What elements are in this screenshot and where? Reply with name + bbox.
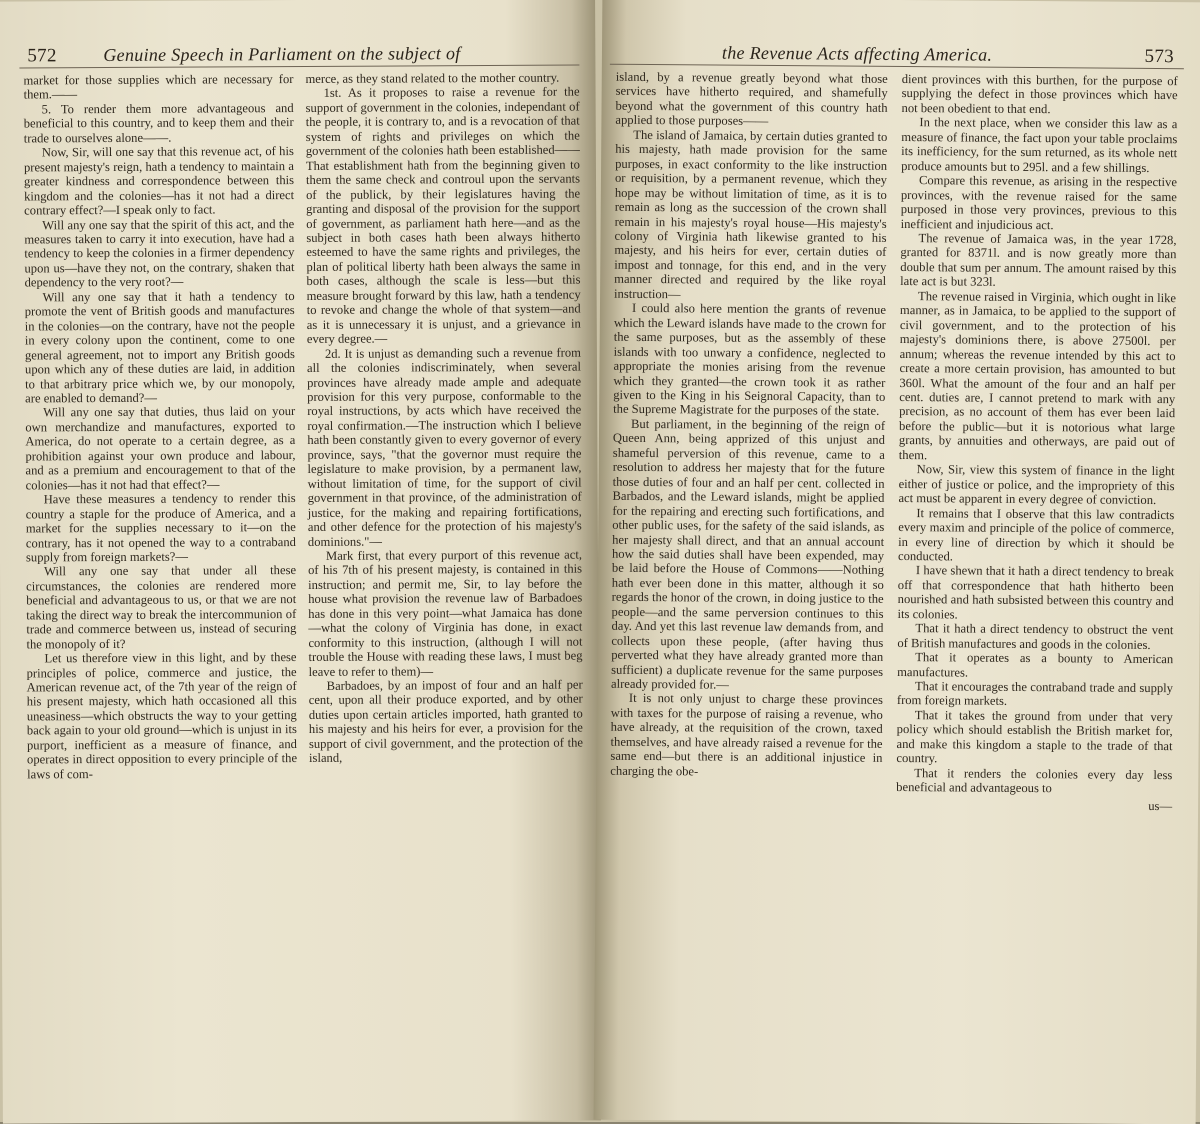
paragraph: But parliament, in the beginning of the reign of Queen Ann, being apprized of this unjust and shameful perversion of this revenue, came to a resolution to address her majesty that for the future those duties of four and an half per cent. collected in Barbados, and the Leward islands, might be applied for the repairing and erecting such fortifications, and other public uses, for the safety of the said islands, as her majesty shall direct, and that an annual account how the said duties shall have been expended, may be laid before the House of Commons——Nothing hath ever been done in this matter, although it so regards the honor of the crown, in doing justice to the people—and the same perversion continues to this day. And yet this last revenue law demands from, and collects upon these people, (after having thus perverted what they have already granted more than sufficient) a duplicate revenue for the same purposes already provided for.— — [610, 416, 886, 692]
paragraph: That it encourages the contraband trade and supply from foreign markets. — [896, 679, 1174, 709]
paragraph: 5. To render them more advantageous and beneficial to this country, and to keep them and their trade to ourselves alone——. — [23, 100, 294, 146]
left-running-title: Genuine Speech in Parliament on the subject of — [103, 43, 461, 66]
right-columns — [594, 70, 1200, 1124]
paragraph: Will any one say that it hath a tendency to promote the vent of British goods and manufactures in the colonies—on the contrary, have not the people in every colony upon the continent, come to one general agreement, not to import any British goods upon which any of these duties are laid, in addition to that arbitrary price which we, by our monopoly, are enabled to demand?— — [24, 288, 296, 406]
paragraph: Will any one say that under all these circumstances, the colonies are rendered more beneficial and advantageous to us, or that we are not taking the direct way to break the intercommunion of trade and commerce between us, instead of securing the monopoly of it? — [26, 563, 297, 652]
paragraph: The revenue of Jamaica was, in the year 1728, granted for 8371l. and is now greatly more than double that sum per annum. The amount raised by this late act is but 323l. — [900, 231, 1177, 290]
left-page-number: 572 — [27, 45, 57, 67]
paragraph: Will any one say that the spirit of this act, and the measures taken to carry it into execution, have had a tendency to keep the colonies in a firmer dependency upon us—have they not, on the contrary, shaken that dependency to the very root?— — [24, 216, 295, 290]
paragraph: dient provinces with this burthen, for the purpose of supplying the defect in those provinces which have not been obedient to that end. — [901, 72, 1178, 117]
catchword: us— — [1148, 798, 1173, 813]
paragraph: Have these measures a tendency to render this country a staple for the produce of America, and a market for the supplies necessary to it—on the contrary, has it not opened the way to a contraband supply from foreign markets?— — [25, 491, 296, 565]
paragraph: Now, Sir, view this system of finance in the light either of justice or police, and the impropriety of this act must be apparent in every degree of conviction. — [898, 462, 1175, 508]
paragraph: I have shewn that it hath a direct tendency to break off that correspondence that hath hitherto been nourished and hath subsisted between this country and its colonies. — [897, 563, 1174, 622]
paragraph: The revenue raised in Virginia, which ought in like manner, as in Jamaica, to be applied to the support of civil government, and to the protection of his majesty's dominions there, is above 27500l. per annum; whereas the revenue intended by this act to create a more certain provision, has amounted to but 360l. What the amount of the four and an half per cent. duties are, I cannot pretend to mark with any precision, as no account of them has ever been laid before the public—but it is notorious what large grants, by annuities and otherways, are paid out of them. — [898, 288, 1177, 463]
paragraph: 1st. As it proposes to raise a revenue for the support of government in the colonies, independant of the people, it is contrary to, and is a revocation of that system of rights and privileges on which the government of the colonies hath been established——That establishment hath from the beginning given to them the same check and controul upon the servants of the publick, by their legislatures having the granting and disposal of the provision for the support of government, as parliament hath here—and as the subject in both cases hath been always hitherto esteemed to have the same rights and privileges, the plan of political liberty hath been always the same in both cases, although the scale is less—but this measure brought forward by this law, hath a tendency to revoke and change the whole of that system—and as it is unnecessary it is unjust, and a grievance in every degree.— — [305, 84, 581, 347]
paragraph: Will any one say that duties, thus laid on your own merchandize and manufactures, exported to America, do not operate to a certain degree, as a prohibition against your own produce and labour, and as a premium and encouragement to that of the colonies—has it not had that effect?— — [25, 404, 296, 493]
right-column-1 — [610, 70, 888, 780]
paragraph: That it hath a direct tendency to obstruct the vent of British manufactures and goods in the colonies. — [897, 621, 1174, 652]
right-column-2 — [896, 72, 1178, 813]
paragraph: Now, Sir, will one say that this revenue act, of his present majesty's reign, hath a tendency to maintain a greater kindness and correspondence between this kingdom and the colonies—has it not had a direct contrary effect?—I speak only to fact. — [23, 144, 295, 218]
paragraph: Let us therefore view in this light, and by these principles of police, commerce and justice, the American revenue act, of the 7th year of the reign of his present majesty, which hath occasioned all this uneasiness—which obstructs the way to your getting back again to your old ground—which is unjust in its purport, inefficient as a measure of finance, and operates in direct opposition to every principle of the laws of com- — [26, 650, 298, 782]
right-page-number: 573 — [1144, 45, 1175, 68]
paragraph: In the next place, when we consider this law as a measure of finance, the fact upon your table proclaims its inefficiency, for the sum returned, as its whole nett produce amounts but to 295l. and a few shillings. — [901, 115, 1178, 175]
paragraph: It is not only unjust to charge these provinces with taxes for the purpose of raising a revenue, who have already, at the requisition of the crown, taxed themselves, and have already raised a revenue for the same end—but there is an additional injustice in charging the obe- — [610, 691, 883, 779]
left-column-1 — [23, 72, 297, 782]
paragraph: island, by a revenue greatly beyond what those services have hitherto required, and shamefully beyond what the government of this country hath applied to those purposes—— — [615, 69, 888, 129]
paragraph: Mark first, that every purport of this revenue act, of his 7th of his present majesty, is contained in this instruction; and permit me, Sir, to lay before the house what provision the revenue law of Barbadoes has done in this very point—what Jamaica has done—what the colony of Virginia has done, in exact conformity to this instruction, (although I will not trouble the House with reading these laws, I must beg leave to refer to them)— — [308, 547, 583, 679]
paragraph: Barbadoes, by an impost of four and an half per cent, upon all their produce exported, and by other duties upon certain articles imported, hath granted to his majesty and his heirs for ever, a provision for the support of civil government, and the protection of the island, — [308, 677, 583, 766]
paragraph: It remains that I observe that this law contradicts every maxim and principle of the police of commerce, in every line of direction by which it should be conducted. — [897, 505, 1175, 564]
paragraph: merce, as they stand related to the mother country. — [305, 70, 560, 86]
right-running-title: the Revenue Acts affecting America. — [721, 42, 993, 65]
paragraph: market for those supplies which are necessary for them.—— — [23, 72, 294, 102]
paragraph: 2d. It is unjust as demanding such a revenue from all the colonies indiscriminately, when several provinces have already made ample and adequate provision for this very purpose, conformable to the royal instructions, by acts which have received the royal confirmation.—The instruction which I believe hath been constantly given to every governor of every province, says, "that the governor must require the legislature to make provision, by a permanent law, without limitation of time, for the support of civil government in that province, of the administration of justice, for the making and repairing fortifications, and other defence for the protection of his majesty's dominions."— — [306, 345, 582, 549]
paragraph: The island of Jamaica, by certain duties granted to his majesty, hath made provision for the same purposes, in exact conformity to the like instruction or requisition, by a permanent revenue, which they hope may be without limitation of time, as it is to remain as long as the succession of the crown shall remain in his majesty's royal house—His majesty's colony of Virginia hath likewise granted to his majesty, and his heirs for ever, certain duties of impost and tonnage, for this end, and in the very manner directed and required by the like royal instruction— — [614, 127, 888, 302]
paragraph: That it renders the colonies every day less beneficial and advantageous to — [896, 765, 1173, 796]
paragraph: Compare this revenue, as arising in the respective provinces, with the revenue raised for the same purposed in those very provinces, previous to this inefficient and injudicious act. — [900, 173, 1178, 232]
paragraph: I could also here mention the grants of revenue which the Leward islands have made to the crown for the same purposes, but as the assembly of these islands with too unwary a confidence, neglected to appropriate the monies arising from the revenue which they granted—the crown took it as rather given to the King in his Seignoral Capacity, than to the Supreme Magistrate for the purposes of the state. — [613, 301, 887, 419]
left-column-2 — [305, 71, 583, 766]
paragraph: That it operates as a bounty to American manufactures. — [897, 650, 1174, 680]
paragraph: That it takes the ground from under that very policy which should establish the British market for, and make this kingdom a staple to the trade of that country. — [896, 708, 1173, 766]
left-columns — [0, 70, 601, 1123]
right-page — [594, 0, 1200, 1124]
